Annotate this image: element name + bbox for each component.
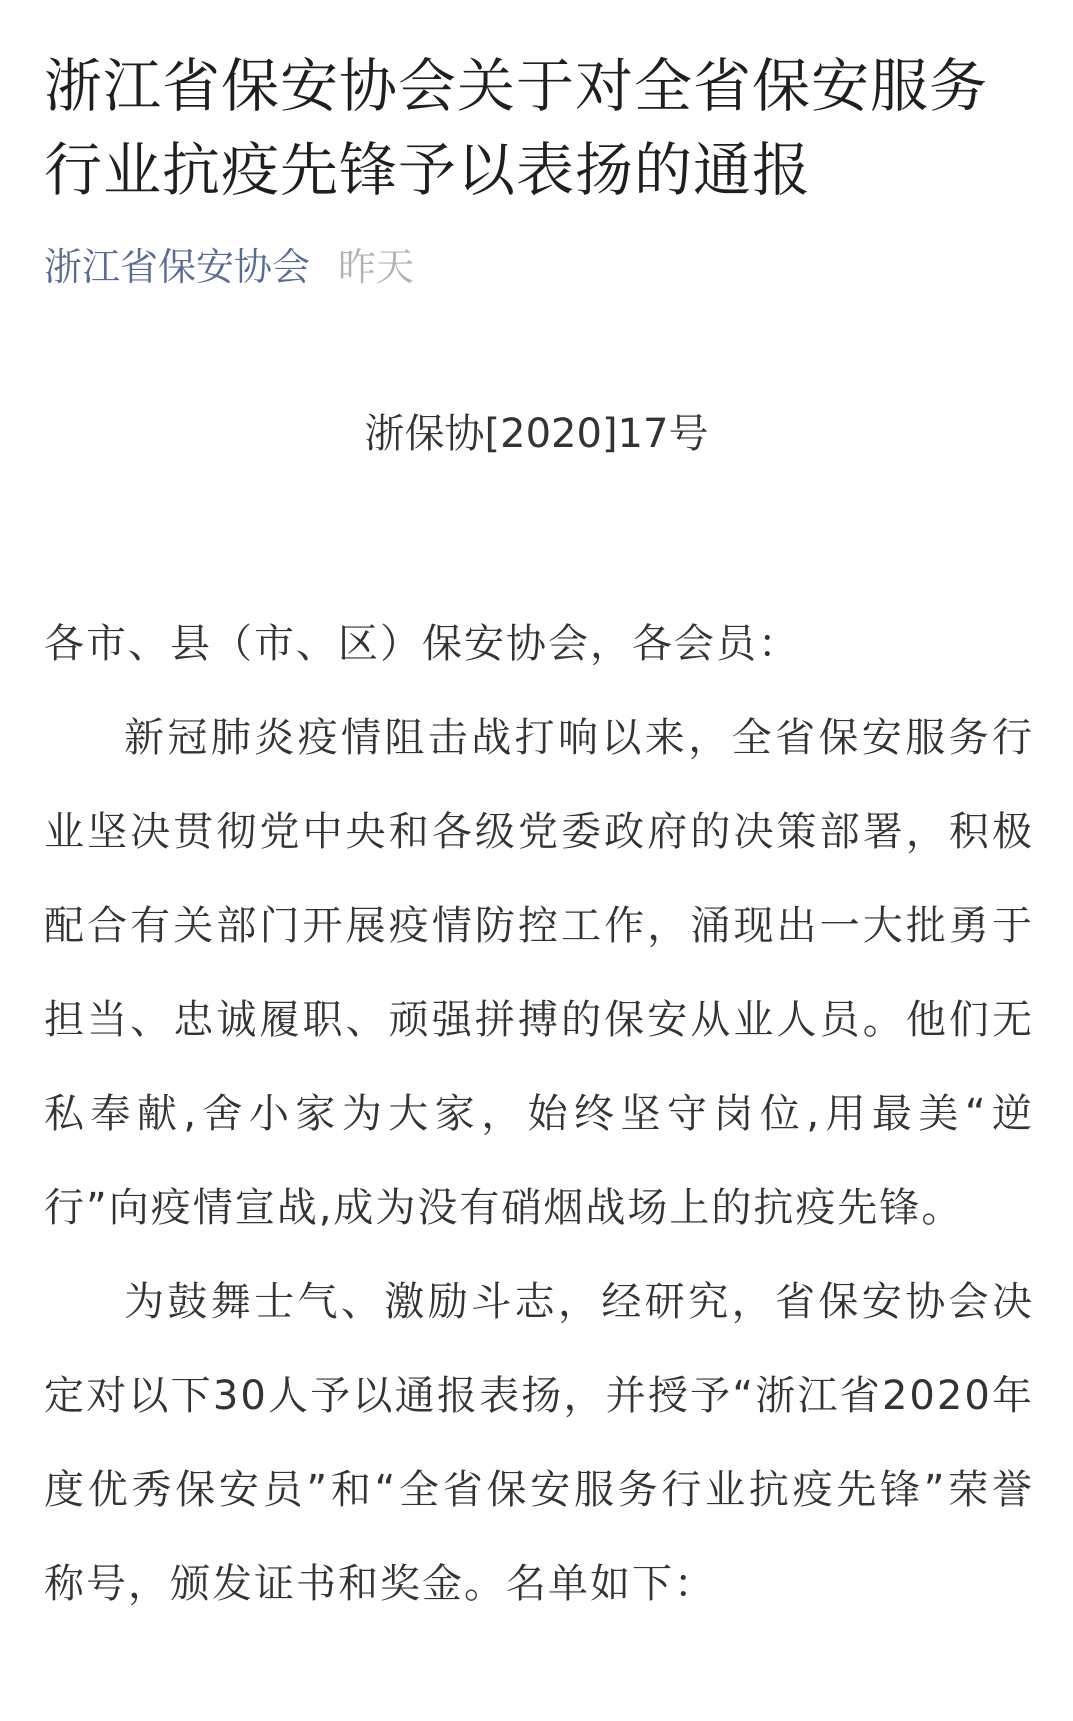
document-number: 浙保协[2020]17号 [364, 411, 709, 457]
salutation: 各市、县（市、区）保安协会，各会员： [44, 621, 800, 667]
article-meta [44, 240, 414, 294]
paragraph: 为鼓舞士气、激励斗志，经研究，省保安协会决定对以下30人予以通报表扬，并授予“浙江省2020年度优秀保安员”和“全省保安服务行业抗疫先锋”荣誉称号，颁发证书和奖金。名单如下： [44, 1279, 1034, 1607]
article-title: 浙江省保安协会关于对全省保安服务行业抗疫先锋予以表扬的通报 [44, 52, 989, 204]
paragraph: 新冠肺炎疫情阻击战打响以来，全省保安服务行业坚决贯彻党中央和各级党委政府的决策部署，积极配合有关部门开展疫情防控工作，涌现出一大批勇于担当、忠诚履职、顽强拼搏的保安从业人员。他们无私奉献,舍小家为大家，始终坚守岗位,用最美“逆行”向疫情宣战,成为没有硝烟战场上的抗疫先锋。 [44, 715, 1034, 1231]
article-body [44, 597, 1034, 1631]
account-name-link[interactable]: 浙江省保安协会 [44, 245, 311, 289]
publish-time: 昨天 [338, 245, 415, 289]
